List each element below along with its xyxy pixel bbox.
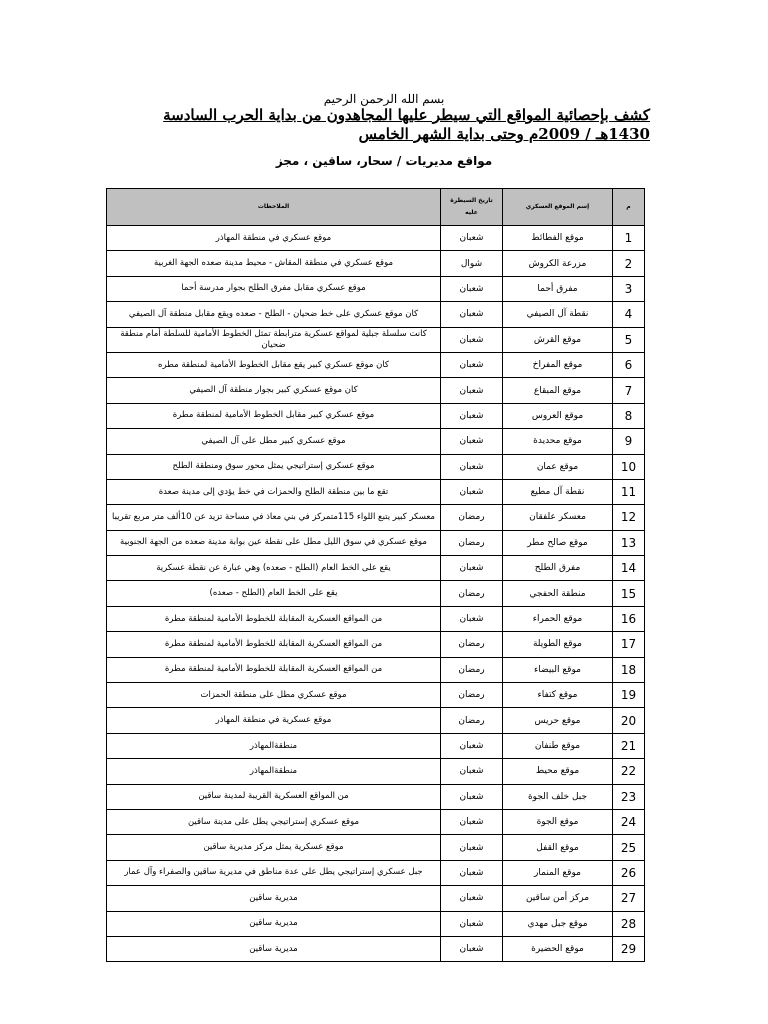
row-number: 2 bbox=[613, 251, 645, 276]
capture-date: رمضان bbox=[441, 632, 503, 657]
capture-date: شعبان bbox=[441, 378, 503, 403]
capture-date: شعبان bbox=[441, 759, 503, 784]
document-subtitle: مواقع مديريات / سحار، ساقين ، مجز bbox=[275, 154, 493, 168]
site-name: موقع القفل bbox=[503, 835, 613, 860]
row-notes: موقع عسكري إستراتيجي يطل على مدينة ساقين bbox=[107, 809, 441, 834]
table-row bbox=[107, 530, 645, 555]
site-name: موقع الفطائط bbox=[503, 226, 613, 251]
row-notes: من المواقع العسكرية المقابلة للخطوط الأمامية لمنطقة مطرة bbox=[107, 632, 441, 657]
document-title: كشف بإحصائية المواقع التي سيطر عليها المجاهدون من بداية الحرب السادسة 1430هـ / 2009م وحتى بداية الشهر الخامس bbox=[163, 106, 650, 143]
capture-date: شعبان bbox=[441, 835, 503, 860]
site-name: موقع طنفان bbox=[503, 733, 613, 758]
site-name: معسكر علفقان bbox=[503, 505, 613, 530]
row-notes: من المواقع العسكرية المقابلة للخطوط الأمامية لمنطقة مطرة bbox=[107, 657, 441, 682]
site-name: نقطة آل الصيفي bbox=[503, 302, 613, 327]
row-notes: موقع عسكرية في منطقة المهاذر bbox=[107, 708, 441, 733]
row-number: 18 bbox=[613, 657, 645, 682]
row-notes: موقع عسكري في منطقة المقاش - محيط مدينة صعده الجهة الغربية bbox=[107, 251, 441, 276]
site-name: موقع محديدة bbox=[503, 429, 613, 454]
table-row bbox=[107, 936, 645, 961]
row-notes: كان موقع عسكري كبير يقع مقابل الخطوط الأمامية لمنطقة مطره bbox=[107, 352, 441, 377]
site-name: مفرق أحما bbox=[503, 276, 613, 301]
row-notes: تقع ما بين منطقة الطلح والحمزات في خط يؤدي إلى مدينة صعدة bbox=[107, 479, 441, 504]
header-date: تاريخ السيطرة عليه bbox=[441, 189, 503, 226]
header-notes: الملاحظات bbox=[107, 189, 441, 226]
row-notes: مديرية ساقين bbox=[107, 886, 441, 911]
row-notes: كانت سلسلة جبلية لمواقع عسكرية مترابطة تمثل الخطوط الأمامية للسلطة أمام منطقة ضحيان bbox=[107, 327, 441, 352]
table-row bbox=[107, 784, 645, 809]
table-row bbox=[107, 581, 645, 606]
table-row bbox=[107, 378, 645, 403]
capture-date: شعبان bbox=[441, 911, 503, 936]
table-row bbox=[107, 479, 645, 504]
table-row bbox=[107, 352, 645, 377]
row-notes: يقع على الخط العام (الطلح - صعده) bbox=[107, 581, 441, 606]
capture-date: رمضان bbox=[441, 657, 503, 682]
row-number: 26 bbox=[613, 860, 645, 885]
site-name: منطقة الحفجي bbox=[503, 581, 613, 606]
row-number: 12 bbox=[613, 505, 645, 530]
site-name: موقع حريس bbox=[503, 708, 613, 733]
row-number: 17 bbox=[613, 632, 645, 657]
capture-date: شعبان bbox=[441, 352, 503, 377]
site-name: موقع محيط bbox=[503, 759, 613, 784]
capture-date: شعبان bbox=[441, 860, 503, 885]
row-number: 20 bbox=[613, 708, 645, 733]
table-row bbox=[107, 657, 645, 682]
site-name: مفرق الطلح bbox=[503, 556, 613, 581]
capture-date: شعبان bbox=[441, 784, 503, 809]
row-number: 25 bbox=[613, 835, 645, 860]
capture-date: رمضان bbox=[441, 683, 503, 708]
row-number: 5 bbox=[613, 327, 645, 352]
table-row bbox=[107, 454, 645, 479]
site-name: موقع الحضيرة bbox=[503, 936, 613, 961]
site-name: موقع كتفاء bbox=[503, 683, 613, 708]
site-name: موقع الطويلة bbox=[503, 632, 613, 657]
capture-date: رمضان bbox=[441, 505, 503, 530]
capture-date: شعبان bbox=[441, 276, 503, 301]
row-number: 19 bbox=[613, 683, 645, 708]
site-name: موقع عمان bbox=[503, 454, 613, 479]
table-row bbox=[107, 505, 645, 530]
table-row bbox=[107, 886, 645, 911]
row-notes: موقع عسكري كبير مطل على آل الصيفي bbox=[107, 429, 441, 454]
capture-date: شعبان bbox=[441, 226, 503, 251]
table-row bbox=[107, 403, 645, 428]
row-number: 3 bbox=[613, 276, 645, 301]
table-row bbox=[107, 759, 645, 784]
row-number: 15 bbox=[613, 581, 645, 606]
row-number: 7 bbox=[613, 378, 645, 403]
capture-date: شعبان bbox=[441, 454, 503, 479]
row-number: 8 bbox=[613, 403, 645, 428]
site-name: مزرعة الكروش bbox=[503, 251, 613, 276]
row-number: 10 bbox=[613, 454, 645, 479]
table-row bbox=[107, 429, 645, 454]
row-notes: معسكر كبير يتبع اللواء 115متمركز في بني معاذ في مساحة تزيد عن 10ألف متر مربع تقريبا bbox=[107, 505, 441, 530]
row-notes: موقع عسكري مقابل مفرق الطلح بجوار مدرسة أحما bbox=[107, 276, 441, 301]
site-name: موقع صالح مطر bbox=[503, 530, 613, 555]
row-notes: مديرية ساقين bbox=[107, 936, 441, 961]
row-number: 4 bbox=[613, 302, 645, 327]
capture-date: شعبان bbox=[441, 936, 503, 961]
capture-date: شعبان bbox=[441, 429, 503, 454]
row-number: 21 bbox=[613, 733, 645, 758]
row-number: 16 bbox=[613, 606, 645, 631]
row-notes: موقع عسكري في سوق الليل مطل على نقطة عين بوابة مدينة صعده من الجهة الجنوبية bbox=[107, 530, 441, 555]
table-row bbox=[107, 302, 645, 327]
site-name: موقع العروس bbox=[503, 403, 613, 428]
table-body bbox=[107, 226, 645, 962]
capture-date: شعبان bbox=[441, 606, 503, 631]
table-row bbox=[107, 556, 645, 581]
row-number: 28 bbox=[613, 911, 645, 936]
table-row bbox=[107, 860, 645, 885]
table-row bbox=[107, 327, 645, 352]
row-notes: كان موقع عسكري على خط ضحيان - الطلح - صعده ويقع مقابل منطقة آل الصيفي bbox=[107, 302, 441, 327]
site-name: موقع الحمراء bbox=[503, 606, 613, 631]
capture-date: رمضان bbox=[441, 530, 503, 555]
row-notes: موقع عسكري إستراتيجي يمثل محور سوق ومنطقة الطلح bbox=[107, 454, 441, 479]
site-name: موقع الجوة bbox=[503, 809, 613, 834]
row-notes: منطقةالمهاذر bbox=[107, 733, 441, 758]
row-notes: موقع عسكري مطل على منطقة الحمزات bbox=[107, 683, 441, 708]
row-notes: من المواقع العسكرية المقابلة للخطوط الأمامية لمنطقة مطرة bbox=[107, 606, 441, 631]
capture-date: شعبان bbox=[441, 886, 503, 911]
capture-date: رمضان bbox=[441, 708, 503, 733]
site-name: موقع المبقاع bbox=[503, 378, 613, 403]
capture-date: شعبان bbox=[441, 302, 503, 327]
row-notes: جبل عسكري إستراتيجي يطل على عدة مناطق في مديرية ساقين والصفراء وآل عمار bbox=[107, 860, 441, 885]
row-number: 13 bbox=[613, 530, 645, 555]
capture-date: شعبان bbox=[441, 556, 503, 581]
table-header-row bbox=[107, 189, 645, 226]
capture-date: شعبان bbox=[441, 327, 503, 352]
row-number: 14 bbox=[613, 556, 645, 581]
row-number: 11 bbox=[613, 479, 645, 504]
site-name: نقطة آل مطيع bbox=[503, 479, 613, 504]
site-name: موقع جبل مهدي bbox=[503, 911, 613, 936]
capture-date: رمضان bbox=[441, 581, 503, 606]
site-name: موقع القرش bbox=[503, 327, 613, 352]
table-row bbox=[107, 683, 645, 708]
row-number: 6 bbox=[613, 352, 645, 377]
sites-table bbox=[106, 188, 645, 962]
table-row bbox=[107, 251, 645, 276]
header-site: إسم الموقع العسكري bbox=[503, 189, 613, 226]
table-row bbox=[107, 226, 645, 251]
row-notes: موقع عسكرية يمثل مركز مديرية ساقين bbox=[107, 835, 441, 860]
row-number: 9 bbox=[613, 429, 645, 454]
site-name: مركز أمن ساقين bbox=[503, 886, 613, 911]
table-row bbox=[107, 809, 645, 834]
row-number: 22 bbox=[613, 759, 645, 784]
capture-date: شعبان bbox=[441, 479, 503, 504]
row-notes: مديرية ساقين bbox=[107, 911, 441, 936]
row-notes: منطقةالمهاذر bbox=[107, 759, 441, 784]
table-row bbox=[107, 708, 645, 733]
row-number: 29 bbox=[613, 936, 645, 961]
capture-date: شوال bbox=[441, 251, 503, 276]
table-row bbox=[107, 276, 645, 301]
row-notes: موقع عسكري في منطقة المهاذر bbox=[107, 226, 441, 251]
site-name: موقع المفراخ bbox=[503, 352, 613, 377]
table-row bbox=[107, 835, 645, 860]
header-num: م bbox=[613, 189, 645, 226]
site-name: موقع المنمار bbox=[503, 860, 613, 885]
table-row bbox=[107, 911, 645, 936]
row-notes: كان موقع عسكري كبير بجوار منطقة آل الصيفي bbox=[107, 378, 441, 403]
site-name: جبل خلف الجوة bbox=[503, 784, 613, 809]
capture-date: شعبان bbox=[441, 403, 503, 428]
table-row bbox=[107, 606, 645, 631]
table-row bbox=[107, 733, 645, 758]
row-notes: من المواقع العسكرية القريبة لمدينة ساقين bbox=[107, 784, 441, 809]
basmala: بسم الله الرحمن الرحيم bbox=[323, 92, 445, 106]
capture-date: شعبان bbox=[441, 733, 503, 758]
row-number: 27 bbox=[613, 886, 645, 911]
capture-date: شعبان bbox=[441, 809, 503, 834]
table-row bbox=[107, 632, 645, 657]
site-name: موقع البيضاء bbox=[503, 657, 613, 682]
row-notes: يقع على الخط العام (الطلح - صعده) وهي عبارة عن نقطة عسكرية bbox=[107, 556, 441, 581]
row-number: 23 bbox=[613, 784, 645, 809]
row-number: 1 bbox=[613, 226, 645, 251]
row-notes: موقع عسكري كبير مقابل الخطوط الأمامية لمنطقة مطرة bbox=[107, 403, 441, 428]
row-number: 24 bbox=[613, 809, 645, 834]
